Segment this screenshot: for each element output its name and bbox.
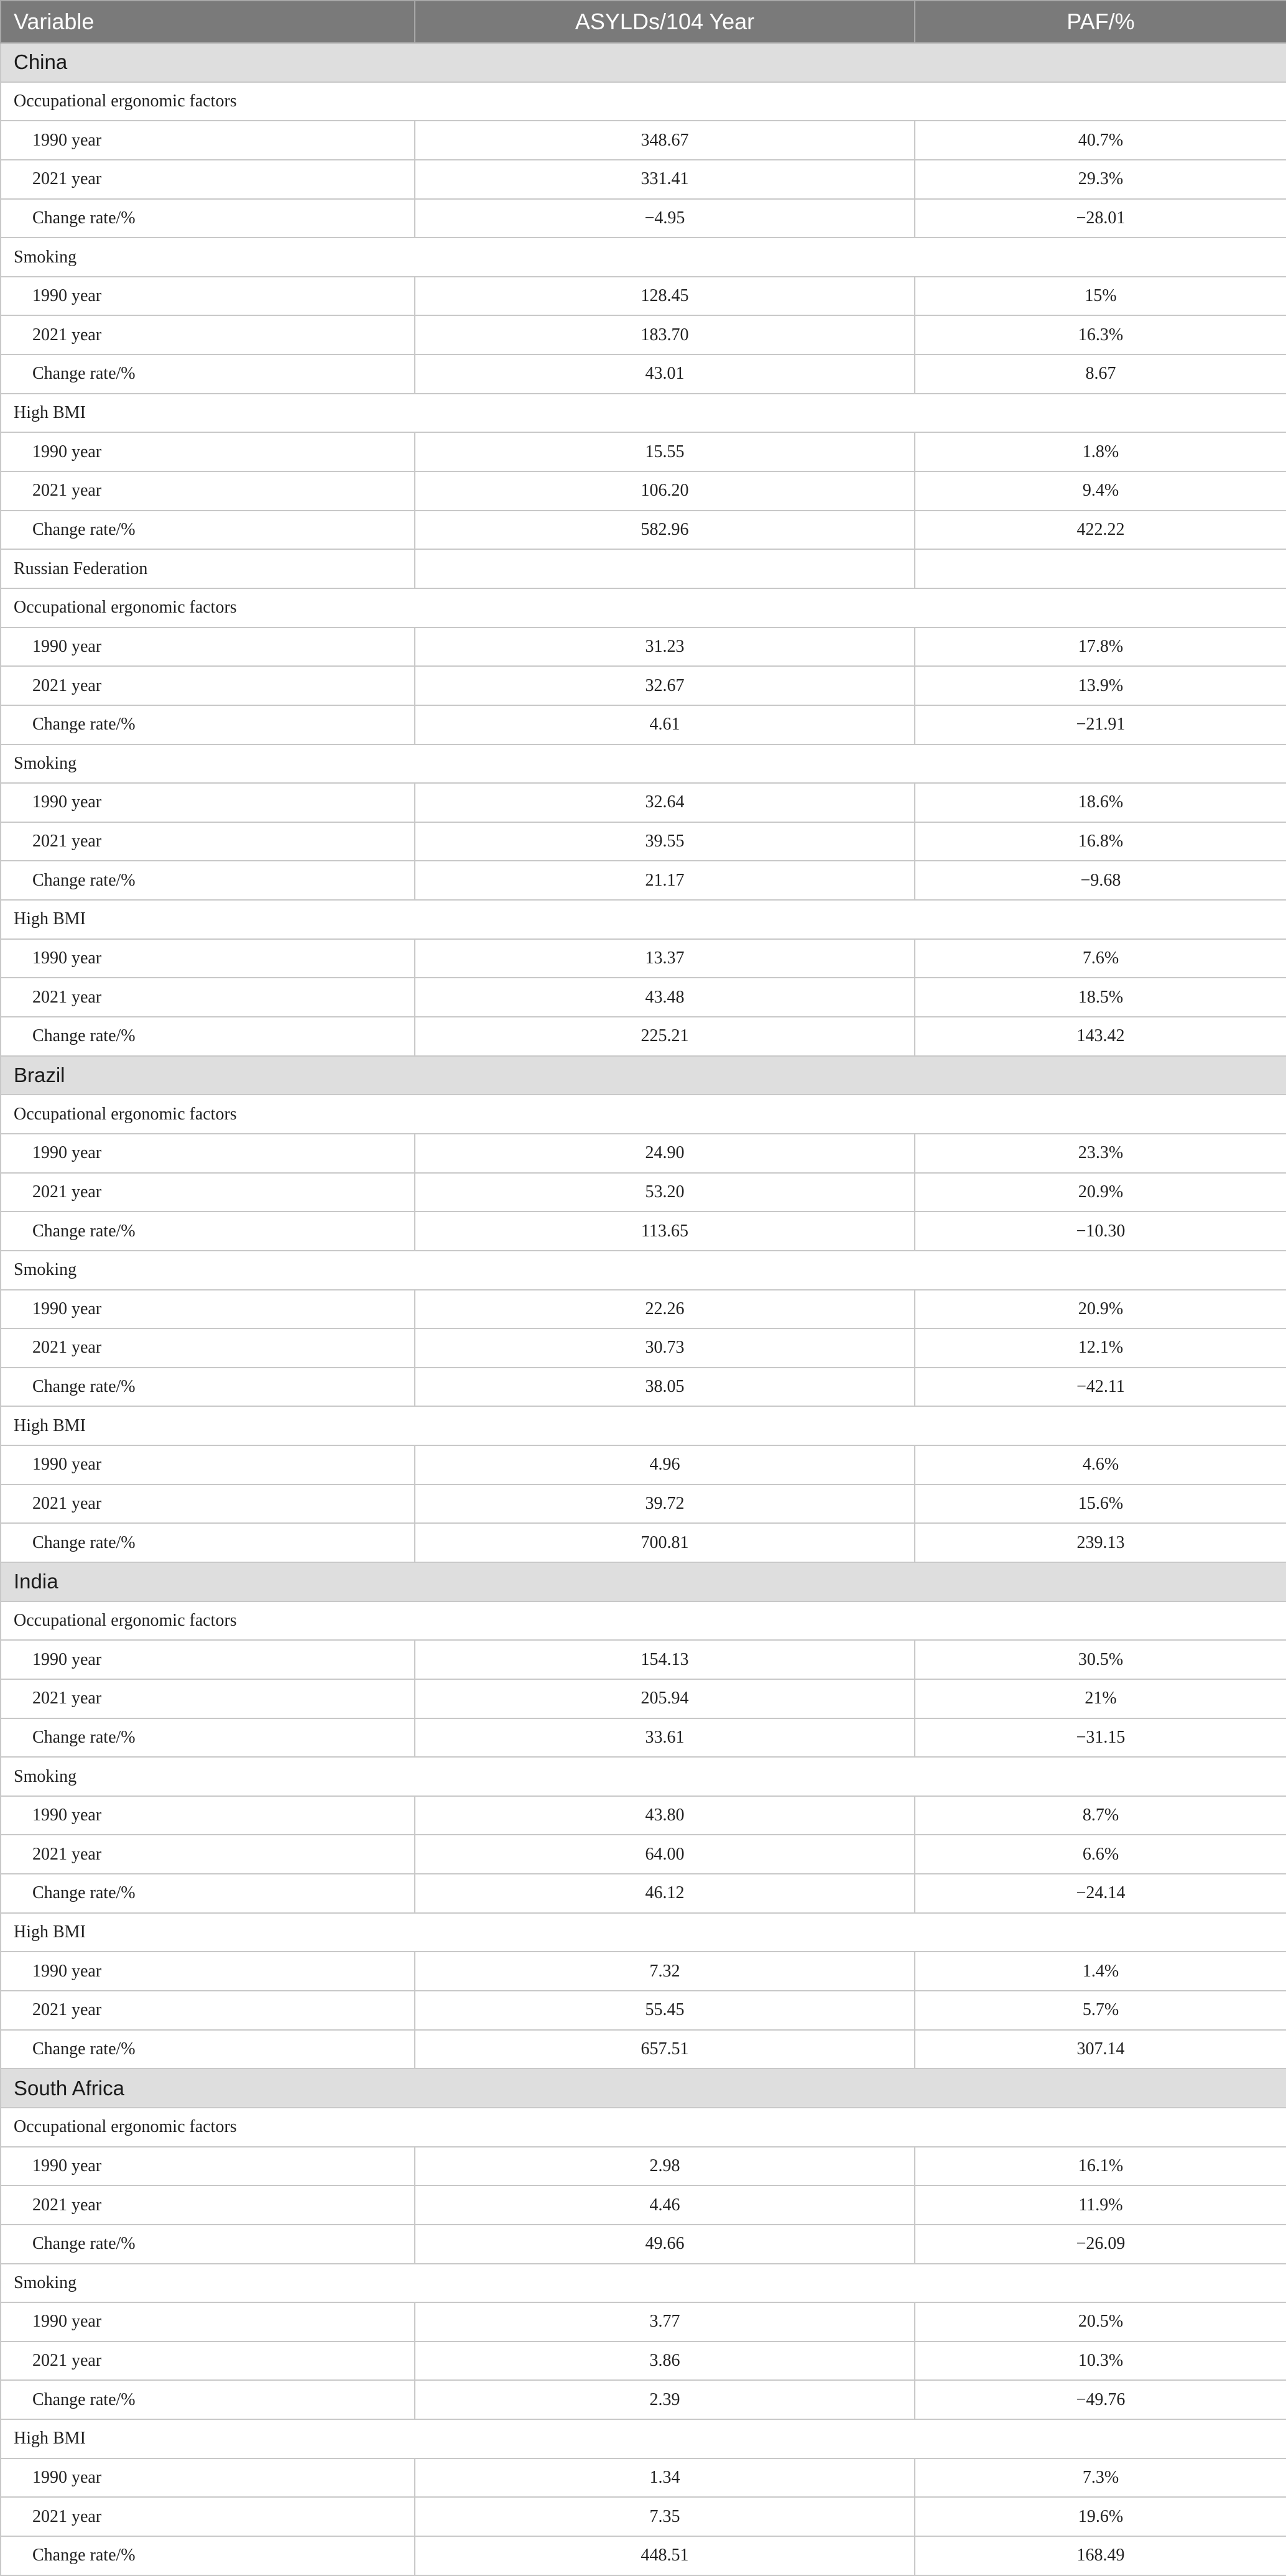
paf-value: 18.6% (915, 783, 1286, 822)
row-label: 1990 year (1, 1290, 415, 1329)
paf-value: 8.7% (915, 1796, 1286, 1835)
table-row (1, 1523, 1286, 1562)
table-row (1, 511, 1286, 550)
table-row (1, 2147, 1286, 2186)
asylds-value: 15.55 (415, 432, 915, 471)
column-header-asylds: ASYLDs/104 Year (415, 1, 915, 43)
paf-value: 12.1% (915, 1328, 1286, 1368)
paf-value: 8.67 (915, 354, 1286, 394)
factor-label: Smoking (1, 238, 1286, 277)
asylds-value: 3.86 (415, 2342, 915, 2381)
factor-label: Occupational ergonomic factors (1, 1601, 1286, 1641)
table-row (1, 160, 1286, 199)
paf-value: −31.15 (915, 1718, 1286, 1758)
row-label: 2021 year (1, 2497, 415, 2536)
table-row (1, 1017, 1286, 1056)
paf-value: 9.4% (915, 471, 1286, 511)
table-row (1, 354, 1286, 394)
table-body (1, 43, 1286, 2575)
table-row (1, 2536, 1286, 2575)
paf-value: 19.6% (915, 2497, 1286, 2536)
row-label: 2021 year (1, 315, 415, 354)
row-label: 1990 year (1, 2458, 415, 2498)
paf-value: 20.9% (915, 1173, 1286, 1212)
factor-row (1, 1095, 1286, 1134)
table-row (1, 432, 1286, 471)
table-row (1, 2030, 1286, 2069)
row-label: Change rate/% (1, 705, 415, 744)
paf-value: 23.3% (915, 1134, 1286, 1173)
column-header-variable: Variable (1, 1, 415, 43)
paf-value: −10.30 (915, 1212, 1286, 1251)
paf-value: 21% (915, 1679, 1286, 1718)
table-row (1, 1796, 1286, 1835)
asylds-value: 38.05 (415, 1368, 915, 1407)
row-label: 2021 year (1, 1679, 415, 1718)
factor-row (1, 588, 1286, 628)
table-row (1, 1991, 1286, 2030)
asylds-value: 113.65 (415, 1212, 915, 1251)
table-row (1, 1485, 1286, 1524)
table-row (1, 1328, 1286, 1368)
paf-value: 7.3% (915, 2458, 1286, 2498)
factor-row (1, 238, 1286, 277)
country-row (1, 1562, 1286, 1601)
asylds-value: 32.67 (415, 666, 915, 705)
asylds-value: 4.61 (415, 705, 915, 744)
table-row (1, 1134, 1286, 1173)
factor-row (1, 1601, 1286, 1641)
table-row (1, 1290, 1286, 1329)
table-header (1, 1, 1286, 43)
asylds-value: 700.81 (415, 1523, 915, 1562)
table-row (1, 2185, 1286, 2225)
paf-value: 10.3% (915, 2342, 1286, 2381)
row-label: 2021 year (1, 1328, 415, 1368)
table-row (1, 2302, 1286, 2342)
paf-value: 6.6% (915, 1835, 1286, 1874)
table-row (1, 1718, 1286, 1758)
row-label: 1990 year (1, 1445, 415, 1485)
asylds-empty-cell (415, 549, 915, 588)
paf-value: 7.6% (915, 939, 1286, 978)
table-row (1, 2342, 1286, 2381)
paf-value: 239.13 (915, 1523, 1286, 1562)
paf-value: −24.14 (915, 1874, 1286, 1913)
paf-value: 17.8% (915, 628, 1286, 667)
row-label: 1990 year (1, 432, 415, 471)
asylds-value: 7.35 (415, 2497, 915, 2536)
factor-row (1, 2264, 1286, 2303)
row-label: Change rate/% (1, 2030, 415, 2069)
row-label: Change rate/% (1, 1017, 415, 1056)
row-label: Change rate/% (1, 2536, 415, 2575)
table-row (1, 1173, 1286, 1212)
paf-value: 16.3% (915, 315, 1286, 354)
row-label: 1990 year (1, 628, 415, 667)
asylds-value: 582.96 (415, 511, 915, 550)
paf-value: 4.6% (915, 1445, 1286, 1485)
paf-value: 15% (915, 277, 1286, 316)
asylds-value: 55.45 (415, 1991, 915, 2030)
table-row (1, 783, 1286, 822)
paf-value: −28.01 (915, 199, 1286, 238)
table-row (1, 2497, 1286, 2536)
factor-label: Smoking (1, 2264, 1286, 2303)
row-label: Change rate/% (1, 354, 415, 394)
factor-label: High BMI (1, 900, 1286, 939)
asylds-value: 32.64 (415, 783, 915, 822)
region-label: Russian Federation (1, 549, 415, 588)
asylds-value: 53.20 (415, 1173, 915, 1212)
paf-value: −21.91 (915, 705, 1286, 744)
country-row (1, 43, 1286, 82)
country-label: Brazil (1, 1056, 1286, 1095)
asylds-value: 331.41 (415, 160, 915, 199)
asylds-value: 348.67 (415, 121, 915, 160)
table-row (1, 121, 1286, 160)
paf-value: 11.9% (915, 2185, 1286, 2225)
table-row (1, 2380, 1286, 2419)
paf-value: −42.11 (915, 1368, 1286, 1407)
country-label: India (1, 1562, 1286, 1601)
table-row (1, 822, 1286, 861)
table-row (1, 1952, 1286, 1991)
region-row (1, 549, 1286, 588)
paf-empty-cell (915, 549, 1286, 588)
row-label: 1990 year (1, 121, 415, 160)
factor-row (1, 394, 1286, 433)
row-label: 1990 year (1, 1134, 415, 1173)
row-label: Change rate/% (1, 861, 415, 900)
asylds-value: −4.95 (415, 199, 915, 238)
factor-label: Occupational ergonomic factors (1, 82, 1286, 121)
table-row (1, 277, 1286, 316)
paf-value: 20.5% (915, 2302, 1286, 2342)
table-row (1, 2225, 1286, 2264)
header-row (1, 1, 1286, 43)
paf-value: 30.5% (915, 1640, 1286, 1679)
row-label: 2021 year (1, 1991, 415, 2030)
factor-label: Smoking (1, 1251, 1286, 1290)
row-label: 2021 year (1, 1485, 415, 1524)
row-label: Change rate/% (1, 2225, 415, 2264)
paf-value: 1.4% (915, 1952, 1286, 1991)
paf-value: 16.1% (915, 2147, 1286, 2186)
asylds-value: 448.51 (415, 2536, 915, 2575)
table-row (1, 978, 1286, 1017)
country-label: South Africa (1, 2069, 1286, 2108)
factor-row (1, 82, 1286, 121)
row-label: Change rate/% (1, 199, 415, 238)
paf-value: −9.68 (915, 861, 1286, 900)
paf-value: 20.9% (915, 1290, 1286, 1329)
row-label: Change rate/% (1, 1523, 415, 1562)
paf-value: 13.9% (915, 666, 1286, 705)
table-row (1, 1874, 1286, 1913)
asylds-value: 21.17 (415, 861, 915, 900)
table-row (1, 666, 1286, 705)
row-label: 1990 year (1, 2302, 415, 2342)
country-row (1, 2069, 1286, 2108)
paf-value: 307.14 (915, 2030, 1286, 2069)
paf-value: 15.6% (915, 1485, 1286, 1524)
row-label: 1990 year (1, 939, 415, 978)
factor-row (1, 1757, 1286, 1796)
asylds-value: 4.46 (415, 2185, 915, 2225)
asylds-value: 128.45 (415, 277, 915, 316)
asylds-value: 657.51 (415, 2030, 915, 2069)
row-label: Change rate/% (1, 2380, 415, 2419)
factor-label: Occupational ergonomic factors (1, 1095, 1286, 1134)
paf-value: 143.42 (915, 1017, 1286, 1056)
row-label: Change rate/% (1, 1718, 415, 1758)
factor-row (1, 744, 1286, 784)
paf-value: 16.8% (915, 822, 1286, 861)
paf-value: 1.8% (915, 432, 1286, 471)
asylds-value: 183.70 (415, 315, 915, 354)
factor-label: Smoking (1, 1757, 1286, 1796)
row-label: 1990 year (1, 2147, 415, 2186)
country-label: China (1, 43, 1286, 82)
paf-value: −26.09 (915, 2225, 1286, 2264)
row-label: Change rate/% (1, 1212, 415, 1251)
factor-label: High BMI (1, 394, 1286, 433)
table-row (1, 861, 1286, 900)
paf-value: 29.3% (915, 160, 1286, 199)
table-row (1, 705, 1286, 744)
asylds-value: 3.77 (415, 2302, 915, 2342)
column-header-paf: PAF/% (915, 1, 1286, 43)
row-label: 2021 year (1, 822, 415, 861)
row-label: 2021 year (1, 2342, 415, 2381)
asylds-value: 24.90 (415, 1134, 915, 1173)
asylds-value: 33.61 (415, 1718, 915, 1758)
paf-value: 5.7% (915, 1991, 1286, 2030)
row-label: Change rate/% (1, 1874, 415, 1913)
factor-label: Occupational ergonomic factors (1, 588, 1286, 628)
row-label: 2021 year (1, 1173, 415, 1212)
table-row (1, 1212, 1286, 1251)
factor-row (1, 1406, 1286, 1445)
asylds-value: 2.98 (415, 2147, 915, 2186)
country-row (1, 1056, 1286, 1095)
paf-value: 422.22 (915, 511, 1286, 550)
row-label: Change rate/% (1, 511, 415, 550)
asylds-value: 43.80 (415, 1796, 915, 1835)
table-row (1, 939, 1286, 978)
table-row (1, 1640, 1286, 1679)
row-label: 1990 year (1, 783, 415, 822)
asylds-value: 31.23 (415, 628, 915, 667)
table-row (1, 1445, 1286, 1485)
asylds-value: 106.20 (415, 471, 915, 511)
table-row (1, 199, 1286, 238)
row-label: 2021 year (1, 471, 415, 511)
factor-row (1, 900, 1286, 939)
row-label: 2021 year (1, 160, 415, 199)
table-row (1, 1835, 1286, 1874)
asylds-value: 46.12 (415, 1874, 915, 1913)
row-label: 2021 year (1, 1835, 415, 1874)
asylds-value: 4.96 (415, 1445, 915, 1485)
asylds-value: 43.01 (415, 354, 915, 394)
row-label: 1990 year (1, 277, 415, 316)
asylds-value: 30.73 (415, 1328, 915, 1368)
row-label: 1990 year (1, 1952, 415, 1991)
asylds-value: 205.94 (415, 1679, 915, 1718)
row-label: 1990 year (1, 1796, 415, 1835)
row-label: Change rate/% (1, 1368, 415, 1407)
table-row (1, 628, 1286, 667)
factor-label: High BMI (1, 1913, 1286, 1952)
asylds-value: 43.48 (415, 978, 915, 1017)
factor-label: Smoking (1, 744, 1286, 784)
factor-row (1, 1251, 1286, 1290)
factor-row (1, 2108, 1286, 2147)
table-row (1, 315, 1286, 354)
factor-label: High BMI (1, 1406, 1286, 1445)
paf-value: 168.49 (915, 2536, 1286, 2575)
asylds-value: 49.66 (415, 2225, 915, 2264)
table-row (1, 1368, 1286, 1407)
table-row (1, 471, 1286, 511)
row-label: 2021 year (1, 666, 415, 705)
row-label: 2021 year (1, 978, 415, 1017)
table-row (1, 2458, 1286, 2498)
factor-row (1, 2419, 1286, 2458)
asylds-value: 39.55 (415, 822, 915, 861)
asylds-value: 2.39 (415, 2380, 915, 2419)
asylds-value: 225.21 (415, 1017, 915, 1056)
row-label: 2021 year (1, 2185, 415, 2225)
factor-label: High BMI (1, 2419, 1286, 2458)
table-row (1, 1679, 1286, 1718)
row-label: 1990 year (1, 1640, 415, 1679)
asylds-value: 13.37 (415, 939, 915, 978)
asylds-value: 154.13 (415, 1640, 915, 1679)
asylds-value: 39.72 (415, 1485, 915, 1524)
factor-label: Occupational ergonomic factors (1, 2108, 1286, 2147)
asylds-value: 64.00 (415, 1835, 915, 1874)
factor-row (1, 1913, 1286, 1952)
paf-value: 18.5% (915, 978, 1286, 1017)
paf-value: 40.7% (915, 121, 1286, 160)
asylds-value: 1.34 (415, 2458, 915, 2498)
paf-value: −49.76 (915, 2380, 1286, 2419)
asylds-value: 22.26 (415, 1290, 915, 1329)
asylds-value: 7.32 (415, 1952, 915, 1991)
